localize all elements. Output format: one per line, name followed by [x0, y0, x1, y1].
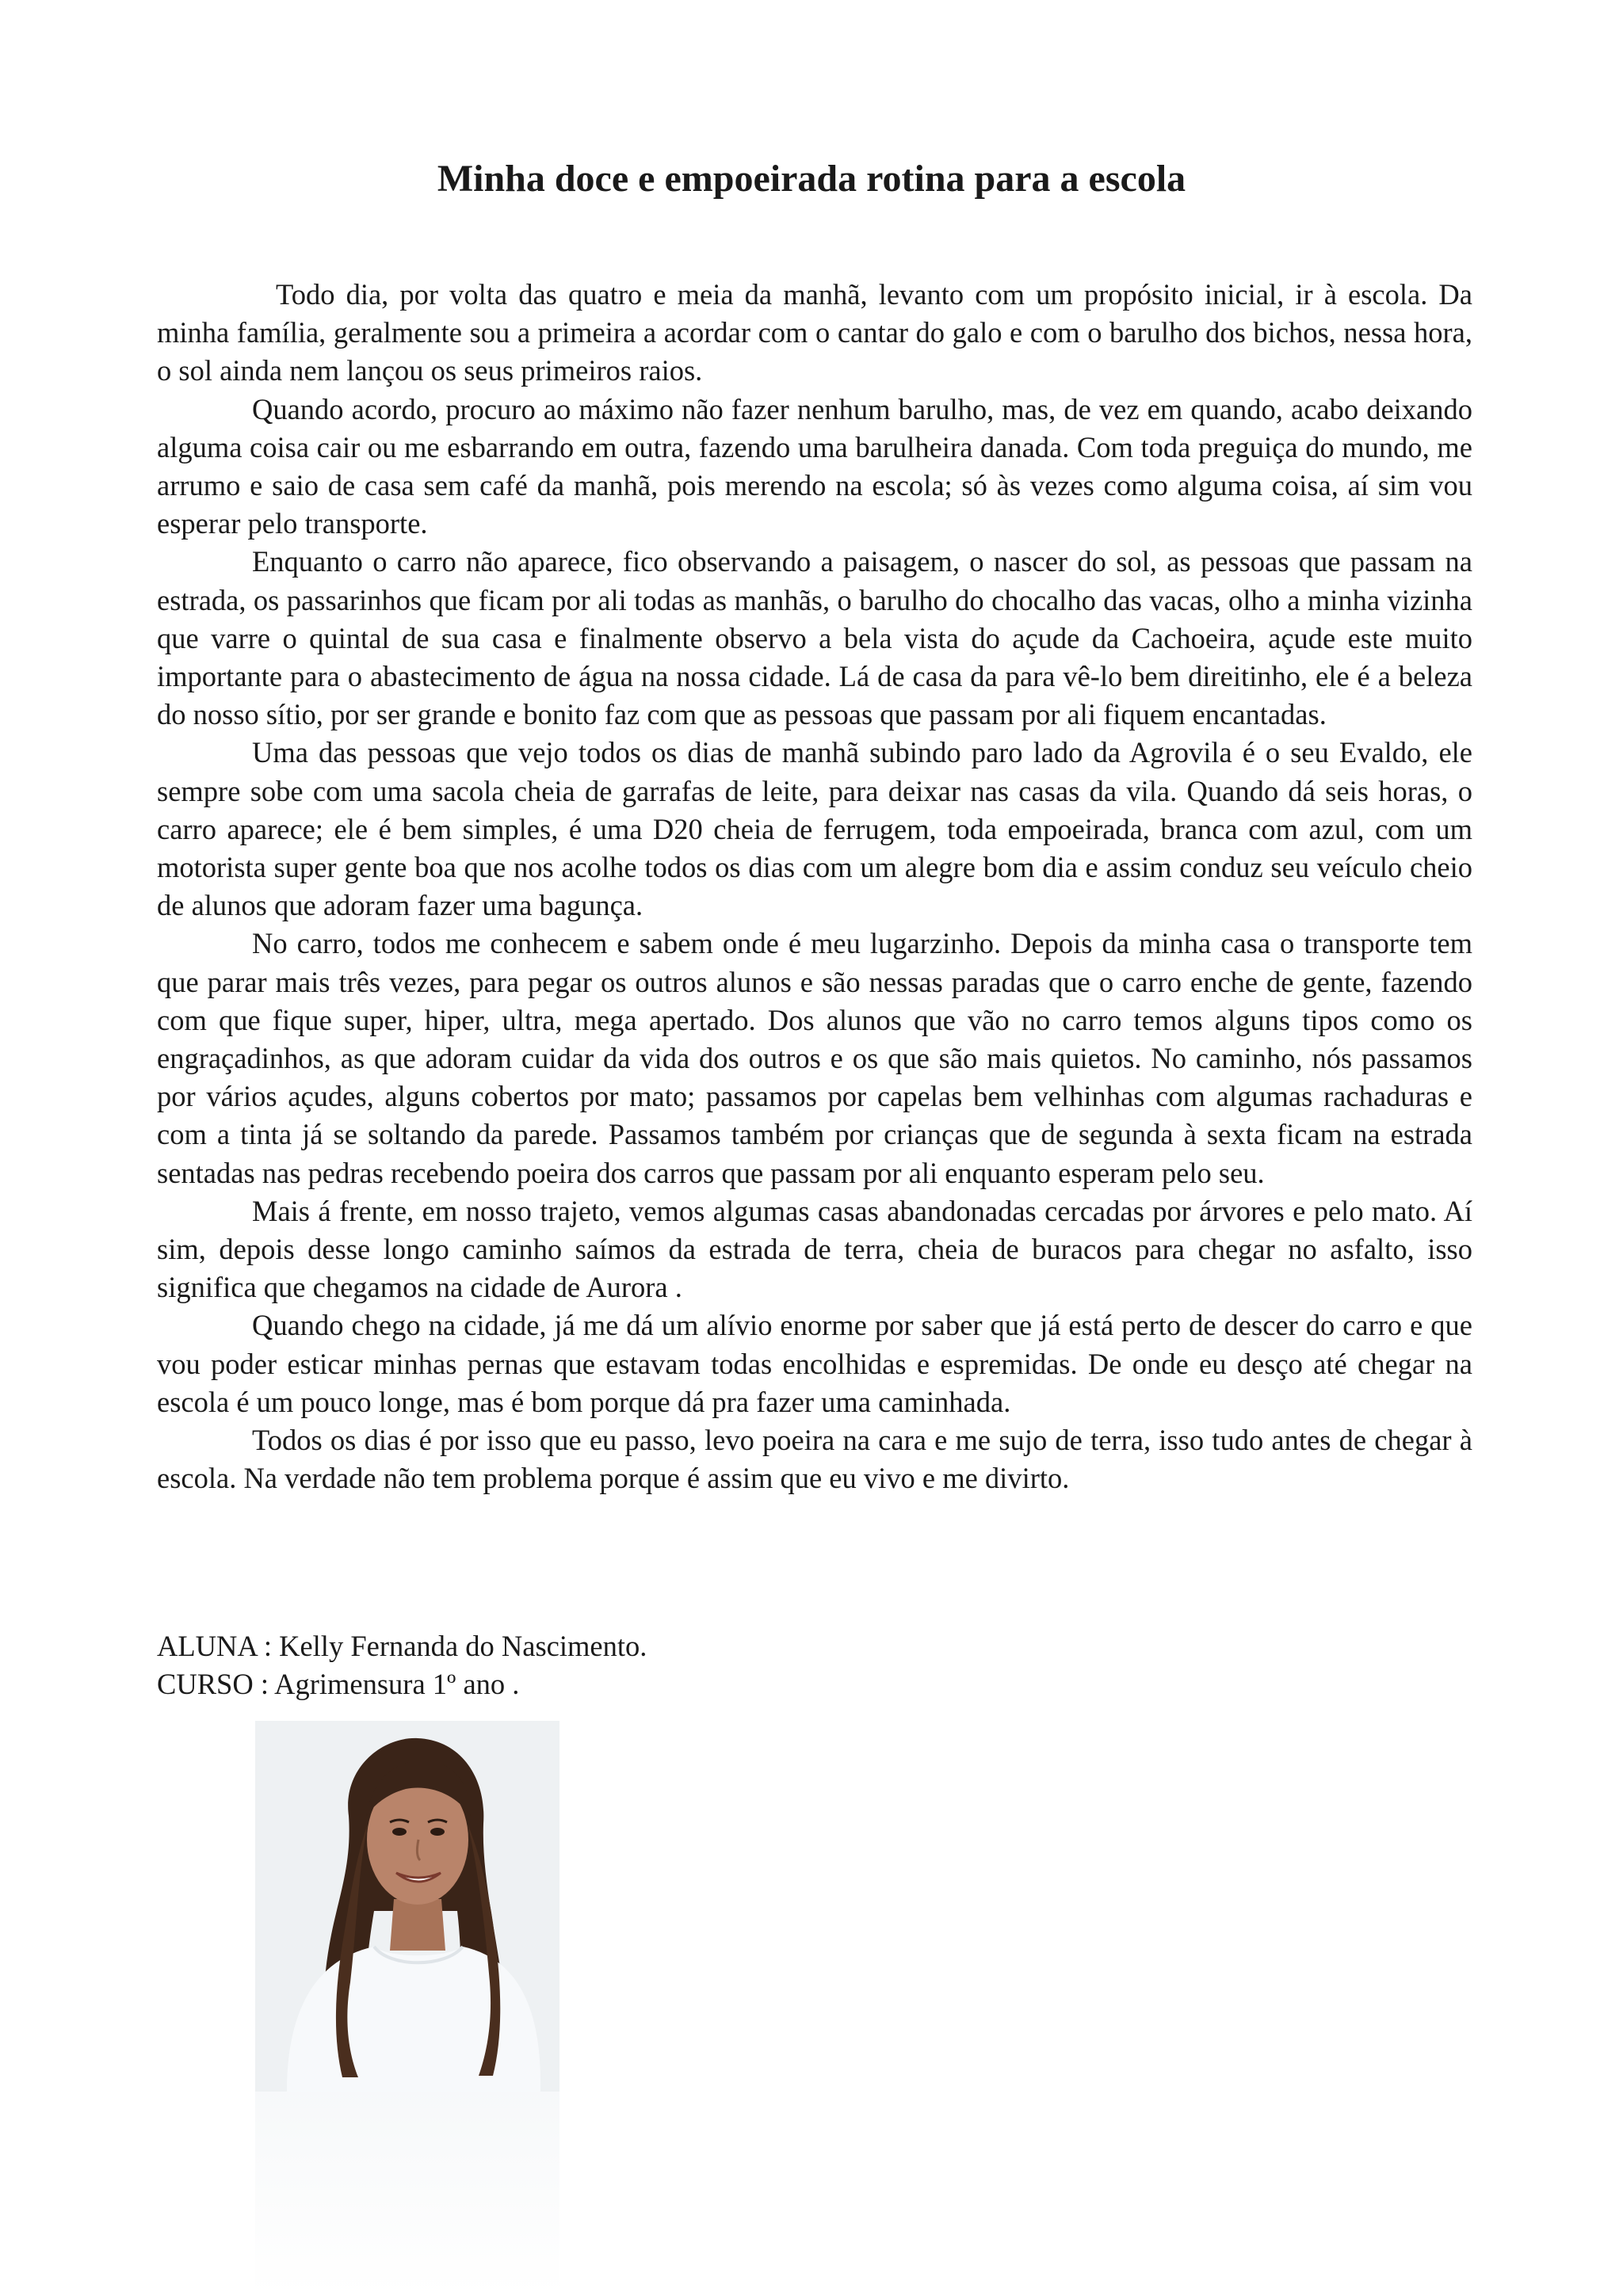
paragraph-1: Todo dia, por volta das quatro e meia da manhã, levanto com um propósito inicial, ir à escola. Da minha família, geralmente sou a primeira a acordar com o cantar do galo e com o barulho dos bichos, nessa hora, o sol ainda nem lançou os seus primeiros raios.	[157, 278, 1472, 387]
paragraph-4: Uma das pessoas que vejo todos os dias de manhã subindo paro lado da Agrovila é o seu Evaldo, ele sempre sobe com uma sacola cheia de garrafas de leite, para deixar nas casas da vila. Quando dá seis horas, o carro aparece; ele é bem simples, é uma D20 cheia de ferrugem, toda empoeirada, branca com azul, com um motorista super gente boa que nos acolhe todos os dias com um alegre bom dia e assim conduz seu veículo cheio de alunos que adoram fazer uma bagunça.	[157, 736, 1472, 922]
course-line: CURSO : Agrimensura 1º ano .	[157, 1668, 520, 1700]
paragraph-6: Mais á frente, em nosso trajeto, vemos algumas casas abandonadas cercadas por árvores e pelo mato. Aí sim, depois desse longo caminho saímos da estrada de terra, cheia de buracos para chegar no asfalto, isso significa que chegamos na cidade de Aurora .	[157, 1194, 1472, 1304]
paragraph-7: Quando chego na cidade, já me dá um alívio enorme por saber que já está perto de descer do carro e que vou poder esticar minhas pernas que estavam todas encolhidas e espremidas. De onde eu desço até chegar na escola é um pouco longe, mas é bom porque dá pra fazer uma caminhada.	[157, 1309, 1472, 1418]
page-title: Minha doce e empoeirada rotina para a escola	[437, 158, 1186, 200]
student-photo	[255, 1721, 559, 2092]
essay-body	[157, 276, 1472, 1498]
paragraph-2: Quando acordo, procuro ao máximo não fazer nenhum barulho, mas, de vez em quando, acabo deixando alguma coisa cair ou me esbarrando em outra, fazendo uma barulheira danada. Com toda preguiça do mundo, me arrumo e saio de casa sem café da manhã, pois merendo na escola; só às vezes como alguma coisa, aí sim vou esperar pelo transporte.	[157, 392, 1472, 540]
student-portrait-icon	[255, 1721, 559, 2092]
author-signature	[157, 1627, 1108, 1703]
paragraph-3: Enquanto o carro não aparece, fico observando a paisagem, o nascer do sol, as pessoas que passam na estrada, os passarinhos que ficam por ali todas as manhãs, o barulho do chocalho das vacas, olho a minha vizinha que varre o quintal de sua casa e finalmente observo a bela vista do açude da Cachoeira, açude este muito importante para o abastecimento de água na nossa cidade. Lá de casa da para vê-lo bem direitinho, ele é a beleza do nosso sítio, por ser grande e bonito faz com que as pessoas que passam por ali fiquem encantadas.	[157, 545, 1472, 731]
photo-fade-decoration	[255, 2092, 559, 2296]
paragraph-8: Todos os dias é por isso que eu passo, levo poeira na cara e me sujo de terra, isso tudo antes de chegar à escola. Na verdade não tem problema porque é assim que eu vivo e me divirto.	[157, 1424, 1472, 1495]
student-name-line: ALUNA : Kelly Fernanda do Nascimento.	[157, 1630, 647, 1662]
paragraph-5: No carro, todos me conhecem e sabem onde é meu lugarzinho. Depois da minha casa o transporte tem que parar mais três vezes, para pegar os outros alunos e são nessas paradas que o carro enche de gente, fazendo com que fique super, hiper, ultra, mega apertado. Dos alunos que vão no carro temos alguns tipos como os engraçadinhos, as que adoram cuidar da vida dos outros e os que são mais quietos. No caminho, nós passamos por vários açudes, alguns cobertos por mato; passamos por capelas bem velhinhas com algumas rachaduras e com a tinta já se soltando da parede. Passamos também por crianças que de segunda à sexta ficam na estrada sentadas nas pedras recebendo poeira dos carros que passam por ali enquanto esperam pelo seu.	[157, 927, 1472, 1189]
